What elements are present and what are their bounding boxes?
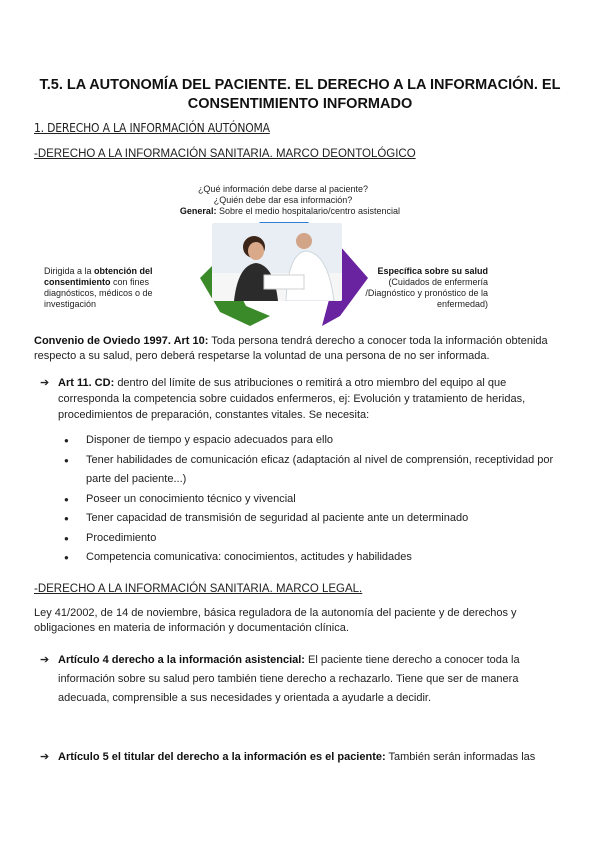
art4-label: Artículo 4 derecho a la información asistencial:	[58, 654, 305, 666]
subsection-heading-legal: -DERECHO A LA INFORMACIÓN SANITARIA. MARCO LEGAL.	[34, 583, 363, 595]
ley-paragraph: Ley 41/2002, de 14 de noviembre, básica reguladora de la autonomía del paciente y de derechos y obligaciones en materia de información y documentación clínica.	[34, 607, 517, 634]
convenio-text: Toda persona tendrá derecho a conocer toda la información obtenida respecto a su salud, pero deberá respetarse la voluntad de una persona de no ser informada.	[34, 335, 548, 362]
diagram-general-text: Sobre el medio hospitalario/centro asistencial	[218, 206, 401, 216]
diagram-left-text	[44, 266, 174, 310]
doctor-patient-photo	[212, 223, 342, 301]
list-item: ● Procedimiento	[64, 529, 564, 549]
art11-item	[40, 375, 565, 423]
art11-text: dentro del límite de sus atribuciones o remitirá a otro miembro del equipo al que corresponda la competencia sobre cuidados enfermeros, ej: Evolución y tratamiento de heridas, procedimientos de preparación, constantes vitales. Se necesita:	[58, 377, 526, 421]
diagram-question-1: ¿Qué información debe darse al paciente?	[197, 184, 369, 194]
diagram-question-2: ¿Quién debe dar esa información?	[213, 195, 353, 205]
diagram-general-label: General:	[179, 206, 217, 216]
art4-text: El paciente tiene derecho a conocer toda la información sobre su salud pero también tiene derecho a rechazarlo. Tiene que ser de manera adecuada, comprensible a sus necesidades y orientada a ayudarle a decidir.	[58, 654, 520, 704]
art5-label: Artículo 5 el titular del derecho a la información es el paciente:	[58, 751, 386, 763]
diagram-left-pre: Dirigida a la	[44, 266, 92, 276]
page-title: T.5. LA AUTONOMÍA DEL PACIENTE. EL DERECHO A LA INFORMACIÓN. EL CONSENTIMIENTO INFORMADO	[39, 77, 561, 112]
section-heading: 1. DERECHO A LA INFORMACIÓN AUTÓNOMA	[34, 121, 270, 135]
diagram-right-line-2: /Diagnóstico y pronóstico de la	[365, 288, 488, 298]
diagram-right-bold: Específica sobre su salud	[377, 266, 488, 276]
list-item: ● Tener habilidades de comunicación eficaz (adaptación al nivel de comprensión, receptividad por parte del paciente...)	[64, 451, 564, 490]
diagram-right-text	[338, 266, 488, 310]
diagram-left-bold: obtención del consentimiento	[44, 266, 153, 287]
list-item: ● Competencia comunicativa: conocimientos, actitudes y habilidades	[64, 548, 564, 568]
arrow-icon: ➔	[40, 654, 50, 666]
arrow-icon: ➔	[40, 751, 50, 763]
art5-item	[40, 748, 565, 766]
diagram-left-post: con fines diagnósticos, médicos o de investigación	[44, 277, 153, 309]
requirements-list	[64, 431, 564, 568]
diagram-right-line-1: (Cuidados de enfermería	[388, 277, 488, 287]
art4-item	[40, 651, 565, 708]
subsection-heading-deontologico: -DERECHO A LA INFORMACIÓN SANITARIA. MARCO DEONTOLÓGICO	[34, 148, 416, 160]
diagram-right-line-3: enfermedad)	[436, 299, 488, 309]
arrow-icon: ➔	[40, 377, 50, 389]
list-item: ● Tener capacidad de transmisión de seguridad al paciente ante un determinado	[64, 509, 564, 529]
information-diagram	[40, 178, 560, 328]
convenio-label: Convenio de Oviedo 1997. Art 10:	[34, 335, 209, 347]
list-item: ● Poseer un conocimiento técnico y vivencial	[64, 490, 564, 510]
convenio-paragraph	[34, 334, 566, 364]
art11-label: Art 11. CD:	[58, 377, 115, 389]
list-item: ● Disponer de tiempo y espacio adecuados para ello	[64, 431, 564, 451]
art5-text: También serán informadas las	[388, 751, 536, 763]
